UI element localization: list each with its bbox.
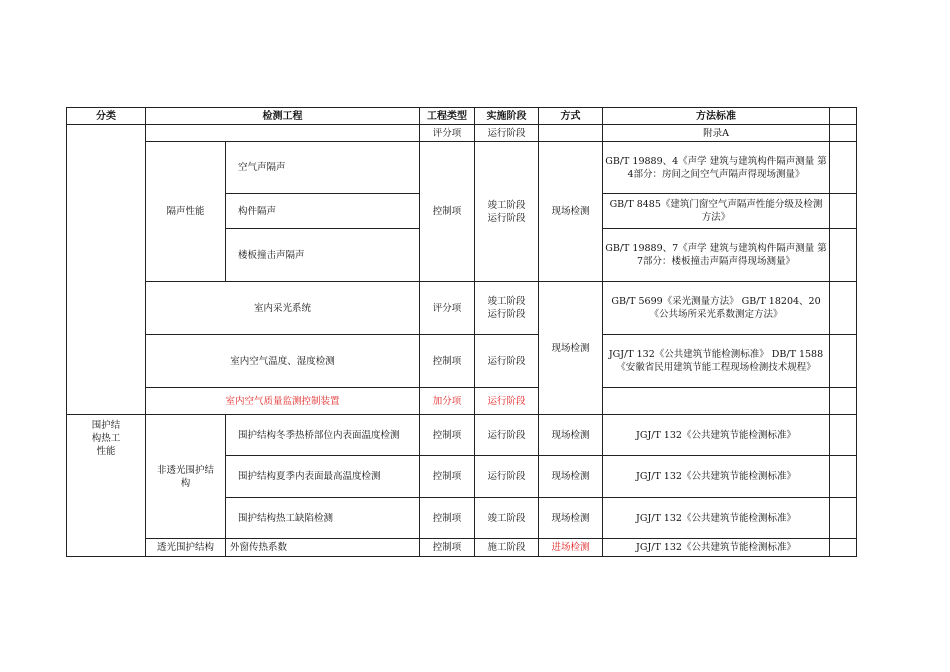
stage-cell: 运行阶段 xyxy=(475,415,539,456)
group-line: 非透光围护结 xyxy=(156,464,214,476)
category-line: 围护结 xyxy=(91,420,121,431)
item-component-sound: 构件隔声 xyxy=(226,194,420,229)
project-cell: 室内采光系统 xyxy=(146,282,420,335)
extra-cell xyxy=(830,229,857,282)
detection-table xyxy=(66,107,857,557)
table-row xyxy=(67,415,857,456)
header-method: 方式 xyxy=(539,108,603,125)
extra-cell xyxy=(830,125,857,142)
standard-cell: GB/T 5699《采光测量方法》 GB/T 18204、20《公共场所采光系数测定方法》 xyxy=(603,282,830,335)
table-row xyxy=(67,388,857,415)
extra-cell xyxy=(830,282,857,335)
table-row xyxy=(67,125,857,142)
type-cell: 控制项 xyxy=(420,335,475,388)
method-cell: 现场检测 xyxy=(539,142,603,282)
category-cell-empty xyxy=(67,125,146,415)
method-cell: 进场检测 xyxy=(539,539,603,557)
project-cell: 室内空气质量监测控制装置 xyxy=(146,388,420,415)
header-stage: 实施阶段 xyxy=(475,108,539,125)
header-row xyxy=(67,108,857,125)
stage-cell: 施工阶段 xyxy=(475,539,539,557)
item-name: 围护结构热工缺陷检测 xyxy=(226,498,420,539)
method-cell-empty xyxy=(539,125,603,142)
category-envelope xyxy=(67,415,146,557)
project-cell: 室内空气温度、湿度检测 xyxy=(146,335,420,388)
extra-cell xyxy=(830,498,857,539)
stage-line: 竣工阶段 xyxy=(487,296,526,307)
type-cell: 控制项 xyxy=(420,415,475,456)
group-sound-insulation: 隔声性能 xyxy=(146,142,226,282)
table-row xyxy=(67,142,857,194)
item-impact-sound: 楼板撞击声隔声 xyxy=(226,229,420,282)
header-category: 分类 xyxy=(67,108,146,125)
table-row xyxy=(67,335,857,388)
stage-cell xyxy=(475,282,539,335)
standard-cell: GB/T 19889、7《声学 建筑与建筑构件隔声测量 第7部分：楼板撞击声隔声得现场测量》 xyxy=(603,229,830,282)
stage-line: 运行阶段 xyxy=(487,309,526,320)
method-cell: 现场检测 xyxy=(539,456,603,498)
category-line: 性能 xyxy=(96,446,116,457)
method-cell: 现场检测 xyxy=(539,498,603,539)
standard-cell: GB/T 19889、4《声学 建筑与建筑构件隔声测量 第4部分：房间之间空气声隔声得现场测量》 xyxy=(603,142,830,194)
stage-cell: 运行阶段 xyxy=(475,456,539,498)
item-name: 外窗传热系数 xyxy=(226,539,420,557)
extra-cell xyxy=(830,388,857,415)
standard-cell: JGJ/T 132《公共建筑节能检测标准》 DB/T 1588《安徽省民用建筑节能工程现场检测技术规程》 xyxy=(603,335,830,388)
type-cell: 控制项 xyxy=(420,539,475,557)
standard-cell: 附录A xyxy=(603,125,830,142)
item-name: 围护结构冬季热桥部位内表面温度检测 xyxy=(226,415,420,456)
project-cell-empty xyxy=(146,125,420,142)
group-transparent-envelope: 透光围护结构 xyxy=(146,539,226,557)
stage-line: 竣工阶段 xyxy=(487,199,526,211)
standard-cell: GB/T 8485《建筑门窗空气声隔声性能分级及检测方法》 xyxy=(603,194,830,229)
method-cell: 现场检测 xyxy=(539,415,603,456)
standard-cell-empty xyxy=(603,388,830,415)
header-type: 工程类型 xyxy=(420,108,475,125)
stage-line: 运行阶段 xyxy=(487,212,526,224)
standard-cell: JGJ/T 132《公共建筑节能检测标准》 xyxy=(603,456,830,498)
stage-cell: 运行阶段 xyxy=(475,335,539,388)
extra-cell xyxy=(830,335,857,388)
extra-cell xyxy=(830,415,857,456)
type-cell: 加分项 xyxy=(420,388,475,415)
header-standard: 方法标准 xyxy=(603,108,830,125)
extra-cell xyxy=(830,194,857,229)
stage-cell xyxy=(475,142,539,282)
type-cell: 控制项 xyxy=(420,142,475,282)
standard-cell: JGJ/T 132《公共建筑节能检测标准》 xyxy=(603,539,830,557)
stage-cell: 运行阶段 xyxy=(475,125,539,142)
standard-cell: JGJ/T 132《公共建筑节能检测标准》 xyxy=(603,415,830,456)
type-cell: 控制项 xyxy=(420,456,475,498)
stage-cell: 竣工阶段 xyxy=(475,498,539,539)
extra-cell xyxy=(830,539,857,557)
category-line: 构热工 xyxy=(91,433,121,444)
extra-cell xyxy=(830,142,857,194)
stage-cell: 运行阶段 xyxy=(475,388,539,415)
type-cell: 控制项 xyxy=(420,498,475,539)
table-row xyxy=(67,539,857,557)
type-cell: 评分项 xyxy=(420,282,475,335)
group-line: 构 xyxy=(180,477,191,489)
item-name: 围护结构夏季内表面最高温度检测 xyxy=(226,456,420,498)
extra-cell xyxy=(830,456,857,498)
table-row xyxy=(67,282,857,335)
type-cell: 评分项 xyxy=(420,125,475,142)
header-extra xyxy=(830,108,857,125)
group-opaque-envelope xyxy=(146,415,226,539)
header-project: 检测工程 xyxy=(146,108,420,125)
item-airborne-sound: 空气声隔声 xyxy=(226,142,420,194)
standard-cell: JGJ/T 132《公共建筑节能检测标准》 xyxy=(603,498,830,539)
method-cell: 现场检测 xyxy=(539,282,603,415)
